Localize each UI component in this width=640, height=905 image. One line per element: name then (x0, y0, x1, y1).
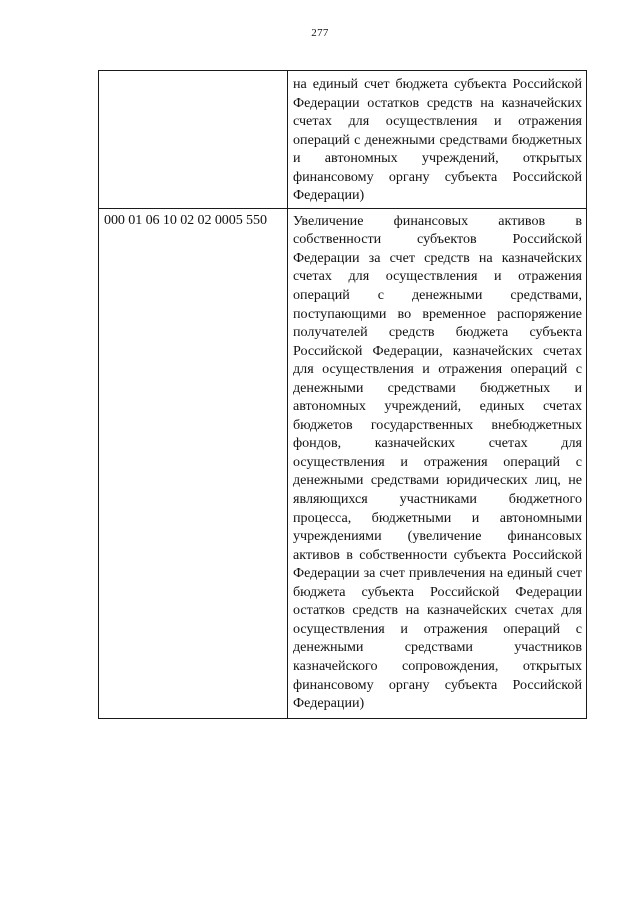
classification-code-cell: 000 01 06 10 02 02 0005 550 (99, 208, 288, 718)
page-number: 277 (311, 27, 329, 39)
budget-classification-table (98, 70, 587, 719)
description-cell: на единый счет бюджета субъекта Российской Федерации остатков средств на казначейских счетах для осуществления и отражения операций с денежными средствами бюджетных и автономных учреждений, открытых финансовому органу субъекта Российской Федерации) (288, 71, 587, 209)
classification-code-cell (99, 71, 288, 209)
table-row (99, 71, 587, 209)
table-row (99, 208, 587, 718)
description-cell: Увеличение финансовых активов в собственности субъектов Российской Федерации за счет средств на казначейских счетах для осуществления и отражения операций с денежными средствами, поступающими во временное распоряжение получателей средств бюджета субъекта Российской Федерации, казначейских счетах для осуществления и отражения операций с денежными средствами бюджетных и автономных учреждений, единых счетах бюджетов государственных внебюджетных фондов, казначейских счетах для осуществления и отражения операций с денежными средствами юридических лиц, не являющихся участниками бюджетного процесса, бюджетными и автономными учреждениями (увеличение финансовых активов в собственности субъекта Российской Федерации за счет привлечения на единый счет бюджета субъекта Российской Федерации остатков средств на казначейских счетах для осуществления и отражения операций с денежными средствами участников казначейского сопровождения, открытых финансовому органу субъекта Российской Федерации) (288, 208, 587, 718)
